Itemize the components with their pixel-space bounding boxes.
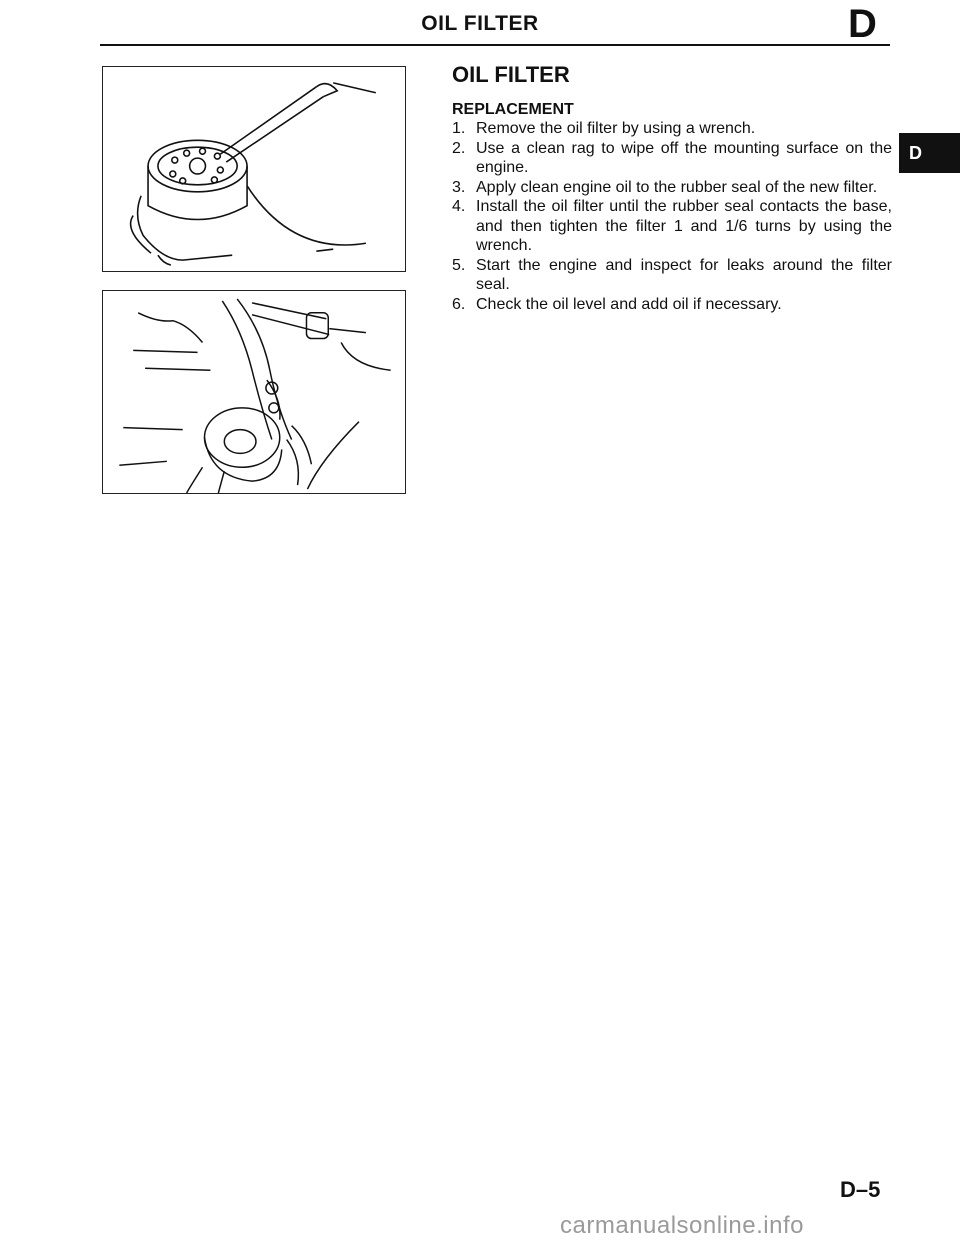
- step-text: Use a clean rag to wipe off the mounting surface on the engine.: [476, 139, 892, 176]
- page-number: D–5: [840, 1177, 881, 1202]
- step-number: 3.: [452, 178, 466, 196]
- procedure-steps: [452, 119, 892, 314]
- section-title: OIL FILTER: [452, 62, 570, 87]
- step-item: [452, 295, 892, 315]
- step-number: 5.: [452, 256, 466, 274]
- step-item: [452, 119, 892, 139]
- step-item: [452, 197, 892, 256]
- step-item: [452, 256, 892, 295]
- engine-filter-drawing: [103, 291, 405, 493]
- step-number: 4.: [452, 198, 466, 215]
- step-text: Check the oil level and add oil if necessary.: [476, 295, 782, 313]
- header-rule: [100, 44, 890, 46]
- oil-filter-seal-illustration: [102, 66, 406, 272]
- step-item: [452, 178, 892, 198]
- step-item: [452, 139, 892, 178]
- step-number: 6.: [452, 295, 466, 313]
- page-header-title: OIL FILTER: [421, 12, 539, 35]
- step-number: 2.: [452, 139, 466, 157]
- subsection-title: REPLACEMENT: [452, 101, 574, 118]
- oil-filter-location-illustration: [102, 290, 406, 494]
- section-side-tab: D: [899, 133, 960, 173]
- step-text: Install the oil filter until the rubber seal contacts the base, and then tighten the filter 1 and 1/6 turns by using the wrench.: [476, 198, 892, 254]
- section-letter: D: [848, 2, 877, 46]
- watermark-text: carmanualsonline.info: [560, 1212, 804, 1239]
- oil-application-drawing: [103, 67, 405, 271]
- step-text: Apply clean engine oil to the rubber seal of the new filter.: [476, 178, 878, 196]
- step-number: 1.: [452, 120, 466, 137]
- step-text: Remove the oil filter by using a wrench.: [476, 120, 756, 137]
- step-text: Start the engine and inspect for leaks around the filter seal.: [476, 256, 892, 293]
